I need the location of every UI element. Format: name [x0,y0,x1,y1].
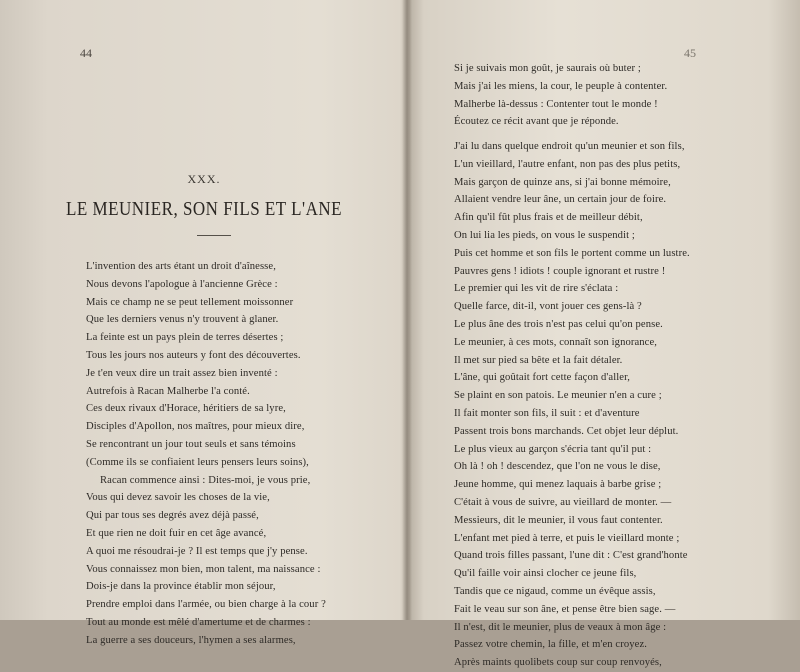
verse-line: Se plaint en son patois. Le meunier n'en a cure ; [454,390,662,402]
verse-line: Tandis que ce nigaud, comme un évêque assis, [454,585,656,597]
verse-line: Racan commence ainsi : Dites-moi, je vous prie, [100,474,311,486]
right-page [408,0,800,669]
verse-line: Le plus âne des trois n'est pas celui qu'on pense. [454,318,663,330]
verse-line: Mais garçon de quinze ans, si j'ai bonne mémoire, [454,176,671,188]
verse-line: Vous qui devez savoir les choses de la vie, [86,492,270,504]
verse-line: Passez votre chemin, la fille, et m'en croyez. [454,639,648,651]
verse-line: Tous les jours nos auteurs y font des découvertes. [86,349,301,361]
page-number-right: 45 [684,46,696,60]
verse-line: Vous connaissez mon bien, mon talent, ma naissance : [86,563,321,575]
verse-line: J'ai lu dans quelque endroit qu'un meunier et son fils, [454,141,685,152]
verse-line: Passent trois bons marchands. Cet objet leur déplut. [454,425,679,437]
verse-line: L'invention des arts étant un droit d'aînesse, [86,261,276,272]
verse-line: La guerre a ses douceurs, l'hymen a ses alarmes, [86,634,296,646]
verse-line: Mais j'ai les miens, la cour, le peuple à contenter. [454,80,668,92]
verse-line: Autrefois à Racan Malherbe l'a conté. [86,385,250,397]
verse-line: Après maints quolibets coup sur coup renvoyés, [454,657,662,669]
verse-line: Prendre emploi dans l'armée, ou bien charge à la cour ? [86,599,326,611]
verse-line: Jeune homme, qui menez laquais à barbe grise ; [454,479,662,491]
verse-line: Le meunier, à ces mots, connaît son ignorance, [454,336,658,348]
verse-line: Oh là ! oh ! descendez, que l'on ne vous le dise, [454,461,661,473]
verse-line: Mais ce champ ne se peut tellement moissonner [86,296,294,308]
verse-line: Que les derniers venus n'y trouvent à glaner. [86,314,279,326]
verse-line: C'était à vous de suivre, au vieillard de monter. — [454,496,672,508]
verse-line: Il met sur pied sa bête et la fait détaler. [454,354,623,366]
poem-lines-right-main [454,138,690,672]
verse-line: Dois-je dans la province établir mon séjour, [86,581,276,593]
verse-line: Malherbe là-dessus : Contenter tout le monde ! [454,98,658,110]
verse-line: (Comme ils se confiaient leurs pensers leurs soins), [86,456,309,468]
verse-line: L'âne, qui goûtait fort cette façon d'aller, [454,372,631,384]
verse-line: Pauvres gens ! idiots ! couple ignorant et rustre ! [454,265,666,277]
verse-line: Ces deux rivaux d'Horace, héritiers de sa lyre, [86,403,286,415]
verse-line: Tout au monde est mêlé d'amertume et de charmes : [86,616,311,628]
verse-line: Il fait monter son fils, il suit : et d'aventure [454,407,640,419]
verse-line: Fait le veau sur son âne, et pense être bien sage. — [454,603,676,615]
verse-line: Il n'est, dit le meunier, plus de veaux à mon âge : [454,621,667,633]
verse-line: Allaient vendre leur âne, un certain jour de foire. [454,194,667,206]
verse-line: On lui lia les pieds, on vous le suspendit ; [454,229,635,241]
verse-line: Et que rien ne doit fuir en cet âge avancé, [86,527,267,539]
poem-lines-right-top [454,60,667,131]
verse-line: Afin qu'il fût plus frais et de meilleur débit, [454,212,643,224]
verse-line: Si je suivais mon goût, je saurais où buter ; [454,63,641,74]
page-number-left: 44 [80,46,92,60]
verse-line: Quand trois filles passant, l'une dit : C'est grand'honte [454,550,688,562]
left-page [0,0,408,646]
title-rule [197,235,231,236]
verse-line: Qu'il faille voir ainsi clocher ce jeune fils, [454,568,637,580]
verse-line: La feinte est un pays plein de terres désertes ; [86,332,284,344]
verse-line: L'enfant met pied à terre, et puis le vieillard monte ; [454,532,680,544]
chapter-title: LE MEUNIER, SON FILS ET L'ANE [65,197,343,220]
verse-line: Le premier qui les vit de rire s'éclata : [454,283,619,295]
chapter-number: XXX. [187,172,221,186]
verse-line: Nous devons l'apologue à l'ancienne Grèce : [86,278,278,290]
verse-line: Je t'en veux dire un trait assez bien inventé : [86,367,278,379]
verse-line: Se rencontrant un jour tout seuls et sans témoins [86,438,296,450]
verse-line: A quoi me résoudrai-je ? Il est temps que j'y pense. [86,545,308,557]
poem-lines-left [86,258,326,650]
verse-line: Disciples d'Apollon, nos maîtres, pour mieux dire, [86,421,305,433]
verse-line: Puis cet homme et son fils le portent comme un lustre. [454,247,690,259]
verse-line: Le plus vieux au garçon s'écria tant qu'il put : [454,443,652,455]
verse-line: Qui par tous ses degrés avez déjà passé, [86,510,259,522]
verse-line: Quelle farce, dit-il, vont jouer ces gens-là ? [454,301,642,313]
verse-line: L'un vieillard, l'autre enfant, non pas des plus petits, [454,158,681,170]
verse-line: Messieurs, dit le meunier, il vous faut contenter. [454,514,663,526]
verse-line: Écoutez ce récit avant que je réponde. [454,116,619,128]
